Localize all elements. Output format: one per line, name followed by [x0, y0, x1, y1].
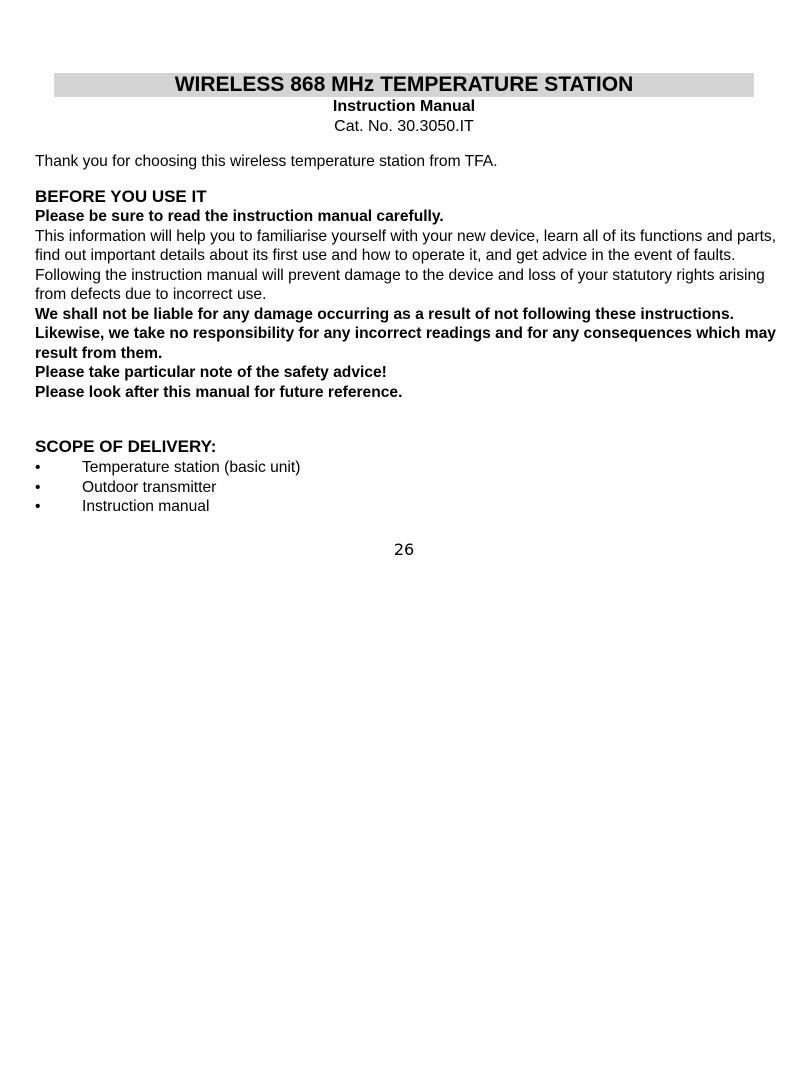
bullet-icon: • [35, 498, 41, 515]
read-carefully-note: Please be sure to read the instruction manual carefully. [35, 208, 444, 225]
list-item [35, 478, 780, 498]
document-subtitle: Instruction Manual [332, 98, 476, 115]
list-item [35, 458, 780, 478]
catalog-number: Cat. No. 30.3050.IT [334, 118, 474, 135]
section-heading-scope-of-delivery: SCOPE OF DELIVERY: [35, 437, 217, 456]
page-number: 26 [393, 540, 415, 559]
keep-manual-note: Please look after this manual for future reference. [35, 383, 403, 401]
delivery-items-list [35, 458, 780, 517]
section-heading-before-use: BEFORE YOU USE IT [35, 187, 207, 206]
intro-paragraph: Thank you for choosing this wireless temperature station from TFA. [35, 153, 498, 170]
list-item-label: Instruction manual [82, 498, 210, 515]
bullet-icon: • [35, 478, 41, 496]
safety-advice-note: Please take particular note of the safety advice! [35, 364, 387, 381]
list-item [35, 497, 780, 517]
before-use-section [35, 207, 780, 402]
prevent-damage-paragraph: Following the instruction manual will prevent damage to the device and loss of your statutory rights arising from defects due to incorrect use. [35, 266, 765, 303]
list-item-label: Outdoor transmitter [82, 478, 217, 496]
list-item-label: Temperature station (basic unit) [82, 459, 301, 476]
document-title: WIRELESS 868 MHz TEMPERATURE STATION [54, 73, 754, 97]
familiarise-paragraph: This information will help you to familiarise yourself with your new device, learn all of its functions and parts, find out important details about its first use and how to operate it, and get advice in the event of faults. [35, 227, 777, 264]
bullet-icon: • [35, 459, 41, 476]
liability-disclaimer: We shall not be liable for any damage occurring as a result of not following these instructions. Likewise, we take no responsibility for any incorrect readings and for any consequences which may result from them. [35, 305, 776, 362]
